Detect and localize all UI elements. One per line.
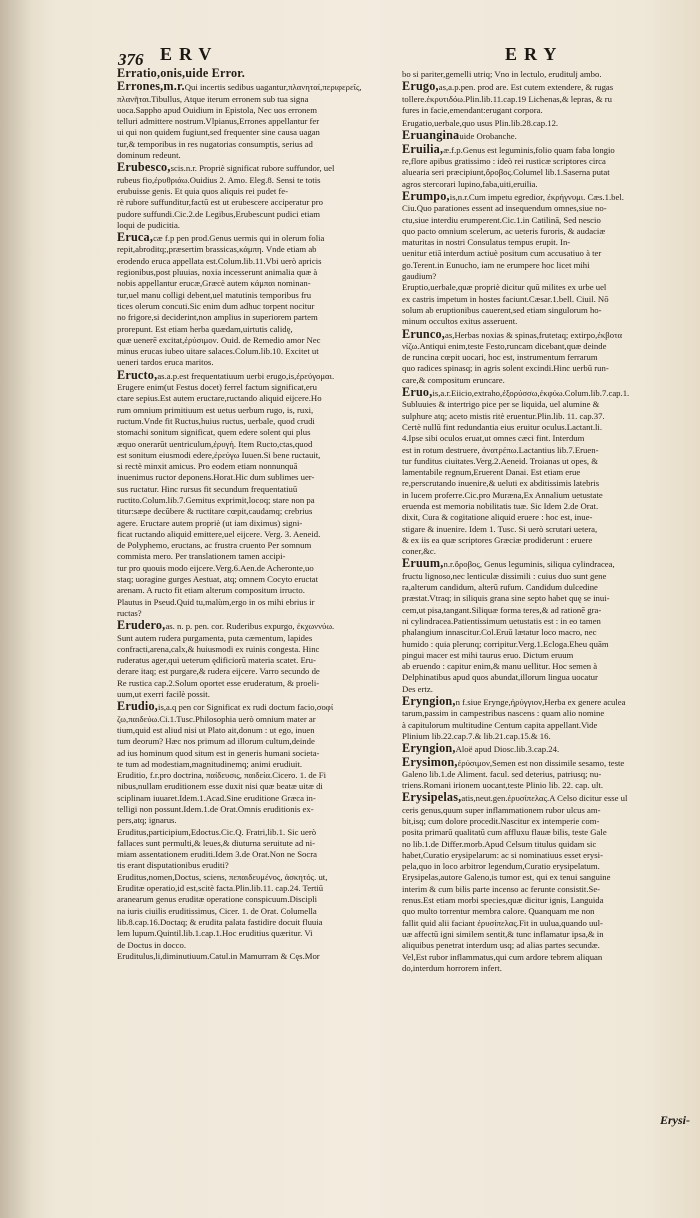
entry-text: is,n.r.Cum impetu egredior, ἐκρήγνυμι. Cæs.1.bel. Ciu.Quo parationes essent ad insequendum omnes,siue no- ctu,siue interdiu erumperent.Cic.1.in Catilinā, Sed nescio quo pacto omnium scelerum, ac ueteris furoris, & audaciæ maturitas in nostri Consulatus tempus erupit. In- uenitur etiā interdum actiuè positum cum accusatiuo à ter go.Terent.in Eunucho, iam ne erumpere hoc licet mihi gaudium? Eruptio,uerbale,quæ propriè dicitur quū milites ex urbe uel ex castris impetum in hostes faciunt.Cæsar.1.bell. Ciuil. Nō solum ab eruptionibus cauerent,sed etiam singulorum ho- minum occultos exitus asseruent. — [402, 191, 624, 327]
entry-lemma: Eryngion, — [402, 694, 456, 709]
entry-lemma: Eructo, — [117, 367, 158, 382]
catchword: Erysi- — [660, 1113, 690, 1127]
entry-lemma: Eruilia, — [402, 141, 444, 156]
dictionary-entry — [402, 792, 678, 974]
entry-text: æ.f.p.Genus est leguminis,folio quam faba longio re,flore apibus gratissimo : ideò rei rusticæ scriptores circa aluearia seri præcipiunt,ὄροβος.Columel lib.1.Saserna putat agros stercorari lupino,faba,uiti,eruilia. — [402, 144, 615, 189]
entry-lemma: Eruangina — [402, 128, 460, 143]
dictionary-entry — [402, 387, 678, 557]
entry-text: cæ f.p pen prod.Genus uermis qui in olerum folia repit,abroditq;,præsertim brassicas,κάμπη. Vnde etiam ab erodendo eruca appellata est.Colum.lib.11.Vbi uerò apricis regionibus,post pluuias, noxia incesserunt animalia quæ à nobis appellantur erucæ,Græcè autem κάμπαι nominan- tur,uel manu colligi debent,uel matutinis temporibus fru tices olerum concuti.Sic enim dum adhuc torpent nocitur no frigore,si deciderint,non amplius in superiorem partem prorepunt. Est etiam herba quædam,uirtutis calidę, quæ uenerē excitat,ἐρύσιμον. Ouid. de Remedio amor Nec minus erucas iubeo uitare salaces.Colum.lib.10. Excitet ut ueneri tardos eruca maritos. — [117, 233, 325, 368]
entry-lemma: Erudio, — [117, 699, 159, 714]
entry-lemma: Erugo, — [402, 79, 439, 94]
entry-lemma: Erratio,onis,uide Error. — [117, 68, 246, 80]
dictionary-entry — [117, 620, 393, 700]
page-edge-shadow — [0, 0, 32, 1218]
entry-text: atis,neut.gen.ἐρυσίπελας.A Celso dicitur esse ul ceris genus,quum super inflammationem rubor ulcus am- bit,isq; cum dolore procedit.Nascitur ex intemperie com- posita primarū qualitatū cum affluxu flauæ bilis, teste Gale no lib.1.de Differ.morb.Apud Celsum titulus quidam sic habet,Curatio erysipelarum: ac si nominatiuus esset erysi- pela,quo in loco arbitror legendum,Curatio erysipelatum. Erysipelas,autore Galeno,is tumor est, qui ex tenui sanguine interim & cum bilis parte incenso ac ferunte consistit.Se- renus.Est etiam morbi species,quæ dicitur ignis, Languida quo multo torrentur membra calore. Quanquam me non fallit quid alii faciant ἐρυσίπελας.Fit in uulua,quando uul- uæ affectū igni similem sentit,& tunc inflamatur ipsa,& in aliquibus penetrat interdum usq; ad alias partes secundæ. Vel,Est rubor inflammatus,qui cum ardore tebrem aliquan do,interdum horrorem infert. — [402, 793, 628, 973]
entry-text: n f.siue Erynge,ἠρύγγιον,Herba ex genere aculea tarum,passim in campestribus nascens : quam alio nomine à capitulorum multitudine Centum capita appellant.Vide Plinium lib.22.cap.7.& lib.21.cap.15.& 16. — [402, 697, 626, 741]
page-number: 376 — [118, 50, 144, 69]
dictionary-entry — [402, 326, 678, 386]
entry-lemma: Eruum, — [402, 556, 444, 571]
entry-text: as,a.p.pen. prod are. Est cutem extendere, & rugas tollere.ἐκρυτιδόω.Plin.lib.11.cap.19 Lichenas,& lepras, & ru fures in facie,emendant:erugant corpora. — [402, 82, 614, 115]
entry-lemma: Erudero, — [117, 618, 166, 633]
entry-text: as,Herbas noxias & spinas,frutetaq; extirpo,ἐκβοτα νίζω.Antiqui enim,teste Festo,runcam dicebant,quæ deinde de runcina cœpit uocari, hoc est, instrumentum ferrarum quo radices spinasq; in agris solent excindi.Hinc uerbū run- care,& compositum eruncare. — [402, 329, 623, 385]
dictionary-entry — [117, 367, 393, 620]
right-dictionary-column — [402, 68, 678, 1151]
right-running-head: ERY — [505, 44, 564, 64]
entry-lemma: Erunco, — [402, 326, 446, 341]
entry-lemma: Erubesco, — [117, 160, 171, 175]
entry-text: is,a.r.Eiicio,extraho,ἐξορύσσω,ἐκφύω.Colum.lib.7.cap.1. Subluuies & intertrigo pice per se liquida, uel alumine & sulphure atq; aceto mistis ritè eruentur.Plin.lib. 11. cap.37. Certè nullū fint redundantia eius eruitur oculus.Lactant.li. 4.Ipse sibi oculos eruat,ut omnes cæci fint. Interdum est in rotum destruere, ἀνατρέπω.Lactantius lib.7.Eruen- tur funditus ciuitates.Verg.2.Aeneid. Troianas ut opes, & lamentabile regnum,Eruerent Danai. Est etiam erue re,perscrutando inuenire,& ueluti ex abditissimis latebris in lucem proferre.Cic.pro Muræna,Ex Annalium uetustate eruenda est memoria nobilitatis tuæ. Sic Idem 2.de Orat. dixit, Cura & cogitatione aliquid eruere : hoc est, inue- stigare & inuenire. Idem 1. Tusc. Si uerò scrutari uetera, & ex iis ea quæ scriptores Græciæ prodiderunt : eruere coner,&c. — [402, 388, 630, 557]
entry-lemma: Eryngion, — [402, 741, 456, 756]
dictionary-entry — [402, 188, 678, 328]
entry-lemma: Erysimon, — [402, 754, 458, 769]
entry-text: bo si pariter,gemelli utriq; Vno in lectulo, eruditulj ambo. — [402, 69, 602, 79]
entry-text: ἐρύσιμον,Semen est non dissimile sesamo, teste Galeno lib.1.de Aliment. facul. sed deterius, patriusq; nu- triens.Romani irionem uocant,teste Plinio lib. 22. cap. ult. — [402, 757, 625, 791]
dictionary-entry — [402, 754, 678, 792]
entry-text: scis.n.r. Propriè significat rubore suffundor, uel rubeus fio,ἐρυθριάω.Ouidius 2. Amo. Eleg.8. Sensi te totis erubuisse genis. Et quia quos aliquis rei pudet fe- rè rubore suffunditur,factū est ut erubescere acciperatur pro pudore suffundi.Cic.2.de Legibus,Erubescunt pudici etiam loqui de pudicitia. — [117, 163, 335, 230]
entry-text: Erugatio,uerbale,quo usus Plin.lib.28.cap.12. — [402, 118, 559, 129]
dictionary-entry — [117, 81, 393, 161]
dictionary-entry — [117, 701, 393, 962]
dictionary-entry — [402, 558, 678, 695]
entry-lemma: Eruo, — [402, 385, 433, 400]
dictionary-entry — [402, 696, 678, 742]
entry-lemma: Eruca, — [117, 230, 154, 245]
left-running-head: ERV — [160, 44, 219, 64]
entry-text: Aloë apud Diosc.lib.3.cap.24. — [455, 744, 560, 755]
entry-lemma: Erumpo, — [402, 188, 450, 203]
entry-lemma: Erysipelas, — [402, 790, 462, 805]
entry-text: as. n. p. pen. cor. Ruderibus expurgo, ἐκχωννύω. Sunt autem rudera purgamenta, puta cæmentum, lapides confracti,arena,calx,& huiusmodi ex ruinis congesta. Hinc ruderatus ager,qui ueterum ędificiorū materia scatet. Eru- derare itaq; est purgare,& rudera eijcere. Varro secundo de Re rustica cap.2.Solum oportet esse eruderatum, & proeli- uum,ut exerri facilè possit. — [117, 621, 335, 700]
dictionary-entry — [117, 162, 393, 231]
entry-text: is,a.q pen cor Significat ex rudi doctum facio,σοφί ζω,παιδεύω.Ci.1.Tusc.Philosophia uerò omnium mater ar tium,quid est aliud nisi ut Plato ait,donum : ut ego, inuen tum deorum? Hæc nos primum ad illorum cultum,deinde ad ius hominum quod situm est in generis humani societa- te tum ad modestiam,magnitudinemq; animi erudiuit. Eruditio, f.r.pro doctrina, παίδευσις, παιδεία.Cicero. 1. de Fi nibus,nullam eruditionem esse duxit nisi quæ beatæ uitæ di sciplinam iuuaret.Idem.1.Acad.Sine eruditione Græca in- telligi non possunt.Idem.1.de Orat.Omnis eruditionis ex- pers,atq; ignarus. Eruditus,participium,Edoctus.Cic.Q. Fratri,lib.1. Sic uerò fallaces sunt permulti,& leues,& diuturna seruitute ad ni- miam assentationem eruditi.Idem 3.de Orat.Non ne Socra tis erant disputationibus eruditi? Eruditus,nomen,Doctus, sciens, πεπαιδευμένος, ἀσκητός. ut, Eruditæ operatio,id est,scitè facta.Plin.lib.11. cap.24. Tertiū aranearum genus eruditæ operatione conspicuum.Discipli na iuris ciuilis eruditissimus, Cicer. 1. de Orat. Columella lib.8.cap.16.Doctaq; & erudita palata fastidire docuit fluuia lem lupum.Quintil.lib.1.cap.1.Hoc eruditius quæritur. Vi de Doctus in docco. Eruditulus,li,diminutiuum.Catul.in Mamurram & Cęs.Mor — [117, 702, 334, 961]
dictionary-entry — [402, 130, 678, 142]
entry-text: n.r.ὄροβος, Genus leguminis, siliqua cylindracea, fructu lignoso,nec lenticulæ dissimili : cuius duo sunt gene ra,alterum candidum, alterū rufum. Candidum dulcedine præstat.Vtraq; in siliquis grana sine septo habet quę se inui- cem,ut pisa,tangant.Siliquæ forma teres,& ad rationē gra- ni cylindracea.Patientissimum uetustatis est : in eo tamen phalangium innascitur.Col.Eruū lætatur loco macro, nec humido : quia plerunq; corripitur.Verg.1.Ecloga.Eheu quām pingui macer est mihi taurus eruo. Dictum eruum ab eruendo : capitur enim,& manu uellitur. Hoc semen à Delphinatibus apud quos abundat,illorum lingua uocatur Des ertz. — [402, 559, 615, 694]
entry-text: uide Orobanche. — [459, 131, 517, 142]
dictionary-entry — [402, 141, 678, 190]
dictionary-entry — [402, 81, 678, 116]
dictionary-entry — [402, 68, 678, 80]
entry-text: as.a.p.est frequentatiuum uerbi erugo,is,ἐρεύγομαι. Erugere enim(ut Festus docet) ferrel factum significat,eru ctare sepius.Est autem eructare,ructando aliquid eijcere.Ho rum omnium primitiuum est uetus uerbum rugo, is, ruxi, ructum.Vnde fit Ructus,huius ructus, uerbale, quod crudi stomachi sonitum significat, quem edere solent qui plus æquo onerarūt uentriculum,ἐρυγή. Item Ructo,ctas,quod est sonitum eiusmodi edere,ἐρεύγω Iuuen.Si bene ructauit, si rectè minxit amicus. Pro eodem etiam nonnunquā inuenimus ructor deponens.Horat.Hic dum sublimes uer- sus ructatur. Hinc rursus fit secundum frequentatiuū ructito.Colum.lib.7.Gemitus exprimit,locoq; stare non pa titur:sæpe decūbere & ructitare cœpit,caudamq; crebrius agere. Eructare autem propriè (ut iam diximus) signi- ficat ructando aliquid emittere,uel eijcere. Verg. 3. Aeneid. de Polyphemo, eructans, ac frustra cruento Per somnum commista mero. Per translationem tamen accipi- tur pro quouis modo eijcere.Verg.6.Aen.de Acheronte,uo staq; uoragine gurges Aestuat, atq; omnem Cocyto eructat arenam. A ructo fit etiam alterum compositum irructo. Plautus in Pseud.Quid tu,malùm,ergo in os mihi ebrius ir ructas? — [117, 370, 335, 618]
entry-lemma: Errones,m.r. — [117, 79, 185, 94]
entry-text: Qui incertis sedibus uagantur,πλανηταί,περιφερεῖς, πλανῆται.Tibullus, Atque iterum erronem sub tua signa uoca.Sappho apud Ouidium in Epistola, Nec uos erronem telluri admittere nostrum.Vlpianus,Errones appellantur fer ui qui non quidem fugiunt,sed frequenter sine causa uagan tur,& temporibus in res nugatorias consumptis, serius ad dominum redeunt. — [117, 82, 362, 161]
left-dictionary-column — [117, 68, 393, 1186]
dictionary-entry — [117, 232, 393, 369]
